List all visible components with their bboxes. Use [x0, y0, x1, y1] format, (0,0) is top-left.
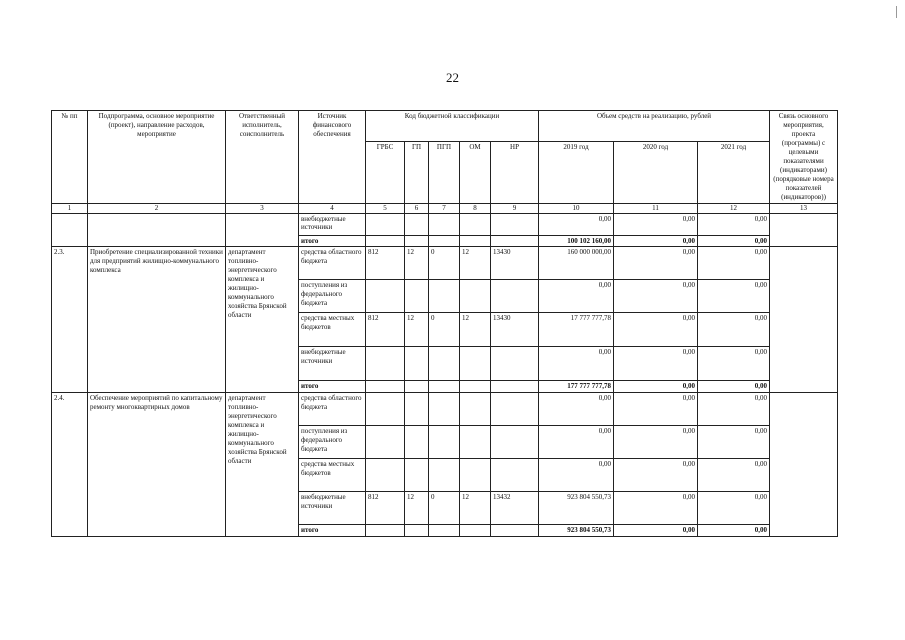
nr-cell: 13430: [491, 247, 539, 280]
item-executor: департамент топливно-энергетического комплекса и жилищно-коммунального хозяйства Брянской области: [226, 247, 299, 393]
value-2020: 0,00: [614, 213, 698, 235]
col-num: 1: [52, 203, 88, 213]
item-title: Обеспечение мероприятий по капитальному ремонту многоквартирных домов: [88, 393, 226, 537]
source-cell: внебюджетные источники: [299, 492, 366, 525]
header-source: Источник финансового обеспечения: [299, 111, 366, 204]
col-num: 8: [460, 203, 491, 213]
om-cell: 12: [460, 492, 491, 525]
value-2019: 0,00: [539, 280, 614, 313]
om-cell: 12: [460, 313, 491, 347]
source-cell: средства областного бюджета: [299, 393, 366, 426]
value-2021: 0,00: [698, 235, 770, 247]
pgp-cell: 0: [429, 492, 460, 525]
value-2019: 923 804 550,73: [539, 525, 614, 537]
col-num: 12: [698, 203, 770, 213]
col-num: 10: [539, 203, 614, 213]
budget-table: [51, 110, 838, 537]
cell-empty: [226, 213, 299, 247]
item-number: 2.4.: [52, 393, 88, 537]
value-2021: 0,00: [698, 525, 770, 537]
header-gp: ГП: [405, 141, 429, 203]
value-2020: 0,00: [614, 235, 698, 247]
header-2019: 2019 год: [539, 141, 614, 203]
value-2019: 0,00: [539, 393, 614, 426]
value-2021: 0,00: [698, 381, 770, 393]
grbs-cell: 812: [366, 492, 405, 525]
value-2021: 0,00: [698, 247, 770, 280]
value-2020: 0,00: [614, 313, 698, 347]
table-row: [52, 247, 838, 280]
header-2020: 2020 год: [614, 141, 698, 203]
gp-cell: 12: [405, 313, 429, 347]
source-cell: итого: [299, 235, 366, 247]
cell-empty: [88, 213, 226, 247]
value-2019: 17 777 777,78: [539, 313, 614, 347]
header-grbs: ГРБС: [366, 141, 405, 203]
value-2019: 100 102 160,00: [539, 235, 614, 247]
header-row: [52, 111, 838, 142]
source-cell: поступления из федерального бюджета: [299, 280, 366, 313]
column-number-row: [52, 203, 838, 213]
header-om: ОМ: [460, 141, 491, 203]
value-2020: 0,00: [614, 492, 698, 525]
header-pgp: ПГП: [429, 141, 460, 203]
value-2019: 923 804 550,73: [539, 492, 614, 525]
source-cell: средства местных бюджетов: [299, 313, 366, 347]
om-cell: 12: [460, 247, 491, 280]
item-executor: департамент топливно-энергетического комплекса и жилищно-коммунального хозяйства Брянской области: [226, 393, 299, 537]
gp-cell: 12: [405, 247, 429, 280]
header-budget-code: Код бюджетной классификации: [366, 111, 539, 142]
header-volume: Объем средств на реализацию, рублей: [539, 111, 770, 142]
value-2020: 0,00: [614, 525, 698, 537]
page-edge-mark: [896, 6, 897, 18]
col-num: 11: [614, 203, 698, 213]
source-cell: итого: [299, 381, 366, 393]
cell-empty: [52, 213, 88, 247]
source-cell: средства местных бюджетов: [299, 459, 366, 492]
value-2019: 0,00: [539, 426, 614, 459]
value-2021: 0,00: [698, 459, 770, 492]
value-2019: 177 777 777,78: [539, 381, 614, 393]
value-2019: 0,00: [539, 459, 614, 492]
table-row: [52, 393, 838, 426]
item-title: Приобретение специализированной техники для предприятий жилищно-коммунального комплекса: [88, 247, 226, 393]
header-num: № пп: [52, 111, 88, 204]
value-2019: 0,00: [539, 213, 614, 235]
value-2021: 0,00: [698, 347, 770, 381]
col-num: 6: [405, 203, 429, 213]
value-2021: 0,00: [698, 213, 770, 235]
value-2021: 0,00: [698, 280, 770, 313]
nr-cell: 13432: [491, 492, 539, 525]
grbs-cell: 812: [366, 313, 405, 347]
source-cell: средства областного бюджета: [299, 247, 366, 280]
col-num: 5: [366, 203, 405, 213]
value-2019: 0,00: [539, 347, 614, 381]
value-2020: 0,00: [614, 459, 698, 492]
value-2020: 0,00: [614, 347, 698, 381]
grbs-cell: 812: [366, 247, 405, 280]
col-num: 4: [299, 203, 366, 213]
page-number: 22: [446, 70, 459, 85]
source-cell: внебюджетные источники: [299, 347, 366, 381]
header-2021: 2021 год: [698, 141, 770, 203]
source-cell: итого: [299, 525, 366, 537]
value-2021: 0,00: [698, 313, 770, 347]
value-2019: 160 000 000,00: [539, 247, 614, 280]
value-2021: 0,00: [698, 426, 770, 459]
header-subprogram: Подпрограмма, основное мероприятие (проект), направление расходов, мероприятие: [88, 111, 226, 204]
col-num: 3: [226, 203, 299, 213]
gp-cell: 12: [405, 492, 429, 525]
value-2021: 0,00: [698, 492, 770, 525]
col-num: 2: [88, 203, 226, 213]
pgp-cell: 0: [429, 313, 460, 347]
table-row: [52, 213, 838, 235]
source-cell: поступления из федерального бюджета: [299, 426, 366, 459]
pgp-cell: 0: [429, 247, 460, 280]
header-nr: НР: [491, 141, 539, 203]
value-2021: 0,00: [698, 393, 770, 426]
item-number: 2.3.: [52, 247, 88, 393]
nr-cell: 13430: [491, 313, 539, 347]
col-num: 7: [429, 203, 460, 213]
value-2020: 0,00: [614, 280, 698, 313]
header-executor: Ответственный исполнитель, соисполнитель: [226, 111, 299, 204]
value-2020: 0,00: [614, 381, 698, 393]
value-2020: 0,00: [614, 247, 698, 280]
col-num: 9: [491, 203, 539, 213]
col-num: 13: [770, 203, 838, 213]
value-2020: 0,00: [614, 393, 698, 426]
value-2020: 0,00: [614, 426, 698, 459]
header-link: Связь основного мероприятия, проекта (программы) с целевыми показателями (индикаторами) (порядковые номера показателей (индикаторов)): [770, 111, 838, 204]
source-cell: внебюджетные источники: [299, 213, 366, 235]
